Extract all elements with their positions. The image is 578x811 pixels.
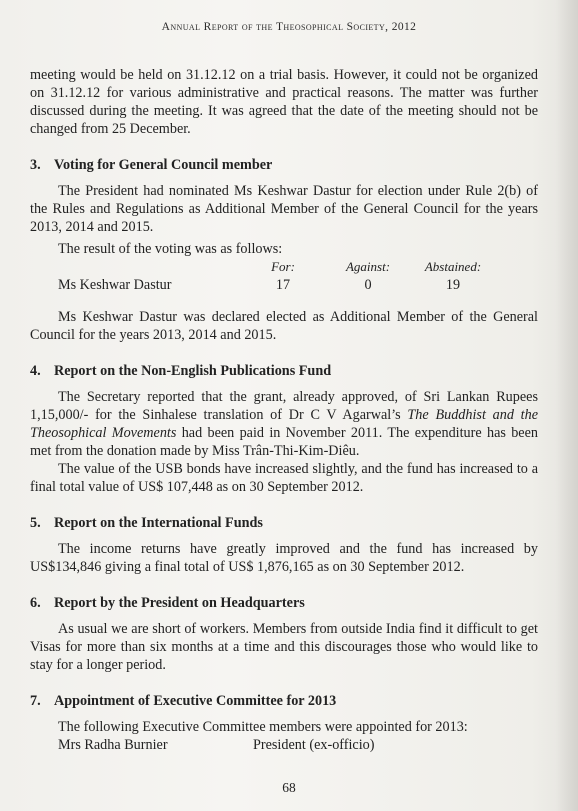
member-role: President (ex-officio) (253, 737, 375, 753)
section-number: 3. (30, 157, 41, 173)
section-5-heading (30, 514, 538, 532)
section-title: Voting for General Council member (54, 157, 273, 173)
section-7-heading (30, 692, 538, 710)
voting-row (58, 276, 498, 294)
s5-paragraph-1: The income returns have greatly improved and the fund has increased by US$134,846 giving a final total of US$ 1,876,165 as on 30 September 2012. (30, 541, 538, 575)
s4-paragraph-2: The value of the USB bonds have increased slightly, and the fund has increased to a final total value of US$ 107,448 as on 30 September 2012. (30, 461, 538, 495)
section-3-heading (30, 156, 538, 174)
s7-paragraph-1: The following Executive Committee members were appointed for 2013: (58, 719, 468, 735)
section-number: 5. (30, 515, 41, 531)
section-title: Report by the President on Headquarters (54, 595, 305, 611)
running-header: Annual Report of the Theosophical Society, 2012 (161, 21, 417, 33)
book-title: The Buddhist and the Theosophical Movements (30, 407, 538, 441)
s6-paragraph-1: As usual we are short of workers. Members from outside India find it difficult to get Visas for more than six months at a time and this discourages those who would like to stay for a longer period. (30, 621, 538, 673)
candidate-name: Ms Keshwar Dastur (58, 277, 172, 293)
section-4-heading (30, 362, 538, 380)
against-count: 0 (364, 277, 372, 293)
s4-paragraph-1 (30, 388, 538, 460)
section-number: 4. (30, 363, 41, 379)
committee-row (58, 736, 538, 754)
for-header: For: (271, 259, 295, 274)
page-edge-shadow (556, 0, 578, 811)
for-count: 17 (275, 277, 291, 293)
s3-paragraph-2: The result of the voting was as follows: (58, 241, 283, 257)
section-6-heading (30, 594, 538, 612)
page-number: 68 (282, 780, 296, 795)
section-number: 7. (30, 693, 41, 709)
intro-paragraph: meeting would be held on 31.12.12 on a trial basis. However, it could not be organized on 31.12.12 for various administrative and practical reasons. The matter was further discussed during the meeting. It was agreed that the date of the meeting should not be changed from 25 December. (30, 67, 538, 137)
voting-result-table (58, 258, 498, 294)
s3-paragraph-3: Ms Keshwar Dastur was declared elected as Additional Member of the General Council for the years 2013, 2014 and 2015. (30, 309, 538, 343)
s4-p1-text-b: had been paid in November 2011. The expenditure has been met from the donation made by Miss Trân-Thi-Kim-Diêu. (30, 425, 538, 459)
against-header: Against: (345, 259, 391, 274)
section-title: Appointment of Executive Committee for 2013 (54, 693, 337, 709)
voting-header-row (58, 258, 498, 276)
s4-p1-text-a: The Secretary reported that the grant, already approved, of Sri Lankan Rupees 1,15,000/- for the Sinhalese translation of Dr C V Agarwal’s (30, 389, 538, 423)
section-number: 6. (30, 595, 41, 611)
abstained-count: 19 (445, 277, 461, 293)
section-title: Report on the Non-English Publications Fund (54, 363, 332, 379)
member-name: Mrs Radha Burnier (58, 737, 168, 753)
page-body (30, 66, 538, 754)
section-title: Report on the International Funds (54, 515, 263, 531)
abstained-header: Abstained: (424, 259, 482, 274)
s3-paragraph-1: The President had nominated Ms Keshwar Dastur for election under Rule 2(b) of the Rules and Regulations as Additional Member of the General Council for the years 2013, 2014 and 2015. (30, 183, 538, 235)
